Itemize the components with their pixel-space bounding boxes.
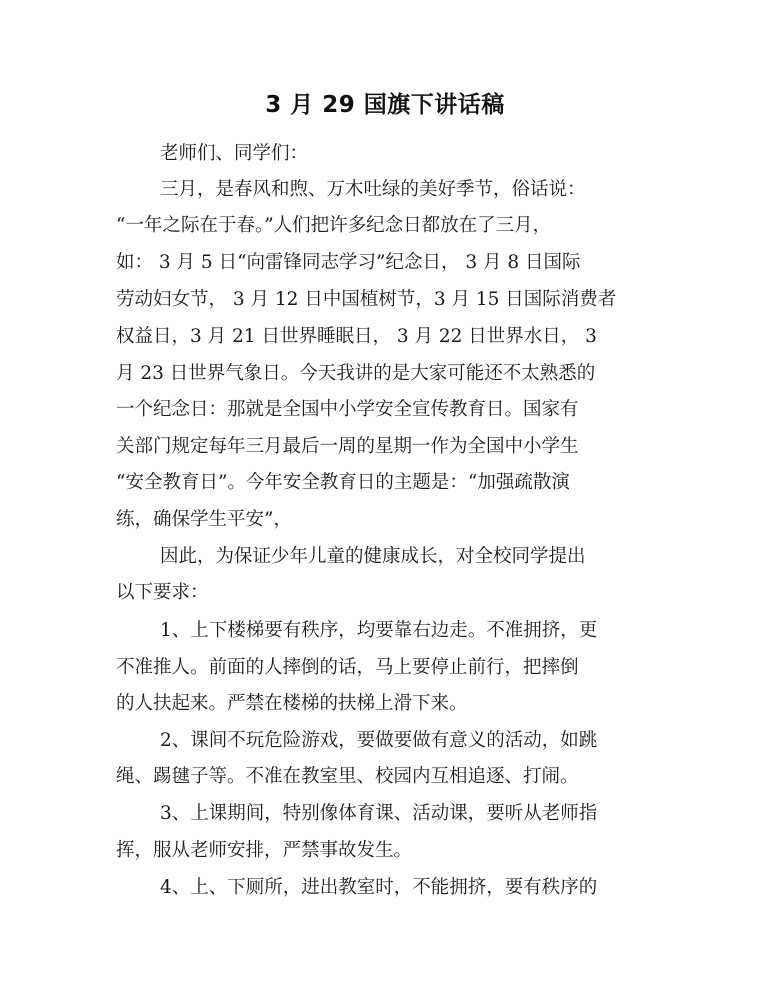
paragraph-line: 练，确保学生平安”， xyxy=(116,509,292,530)
paragraph-line: “安全教育日”。今年安全教育日的主题是：“加强疏散演 xyxy=(116,472,570,493)
paragraph-line: “一年之际在于春。”人们把许多纪念日都放在了三月， xyxy=(116,215,552,236)
paragraph-line: 挥，服从老师安排，严禁事故发生。 xyxy=(116,840,413,861)
paragraph-line: 3、上课期间，特别像体育课、活动课，要听从老师指 xyxy=(160,803,598,824)
paragraph-line: 关部门规定每年三月最后一周的星期一作为全国中小学生 xyxy=(116,436,579,457)
paragraph-line: 不准推人。前面的人摔倒的话，马上要停止前行，把摔倒 xyxy=(116,657,579,678)
paragraph-line: 的人扶起来。严禁在楼梯的扶梯上滑下来。 xyxy=(116,693,468,714)
paragraph-line: 权益日，3 月 21 日世界睡眠日， 3 月 22 日世界水日， 3 xyxy=(116,326,597,347)
paragraph-line: 劳动妇女节， 3 月 12 日中国植树节，3 月 15 日国际消费者 xyxy=(116,289,617,310)
paragraph-line: 1、上下楼梯要有秩序，均要靠右边走。不准拥挤，更 xyxy=(160,620,598,641)
paragraph-line: 绳、踢毽子等。不准在教室里、校园内互相追逐、打闹。 xyxy=(116,766,579,787)
paragraph-line: 如： 3 月 5 日“向雷锋同志学习”纪念日， 3 月 8 日国际 xyxy=(116,252,581,273)
paragraph-line: 老师们、同学们： xyxy=(160,143,309,164)
paragraph-line: 以下要求： xyxy=(116,582,209,603)
page-title: 3 月 29 国旗下讲话稿 xyxy=(265,92,505,118)
paragraph-line: 三月，是春风和煦、万木吐绿的美好季节，俗话说： xyxy=(160,179,586,200)
paragraph-line: 因此，为保证少年儿童的健康成长，对全校同学提出 xyxy=(160,546,586,567)
paragraph-line: 一个纪念日：那就是全国中小学安全宣传教育日。国家有 xyxy=(116,399,579,420)
paragraph-line: 月 23 日世界气象日。今天我讲的是大家可能还不太熟悉的 xyxy=(116,363,596,384)
paragraph-line: 2、课间不玩危险游戏，要做要做有意义的活动，如跳 xyxy=(160,730,598,751)
paragraph-line: 4、上、下厕所，进出教室时，不能拥挤，要有秩序的 xyxy=(160,877,598,898)
